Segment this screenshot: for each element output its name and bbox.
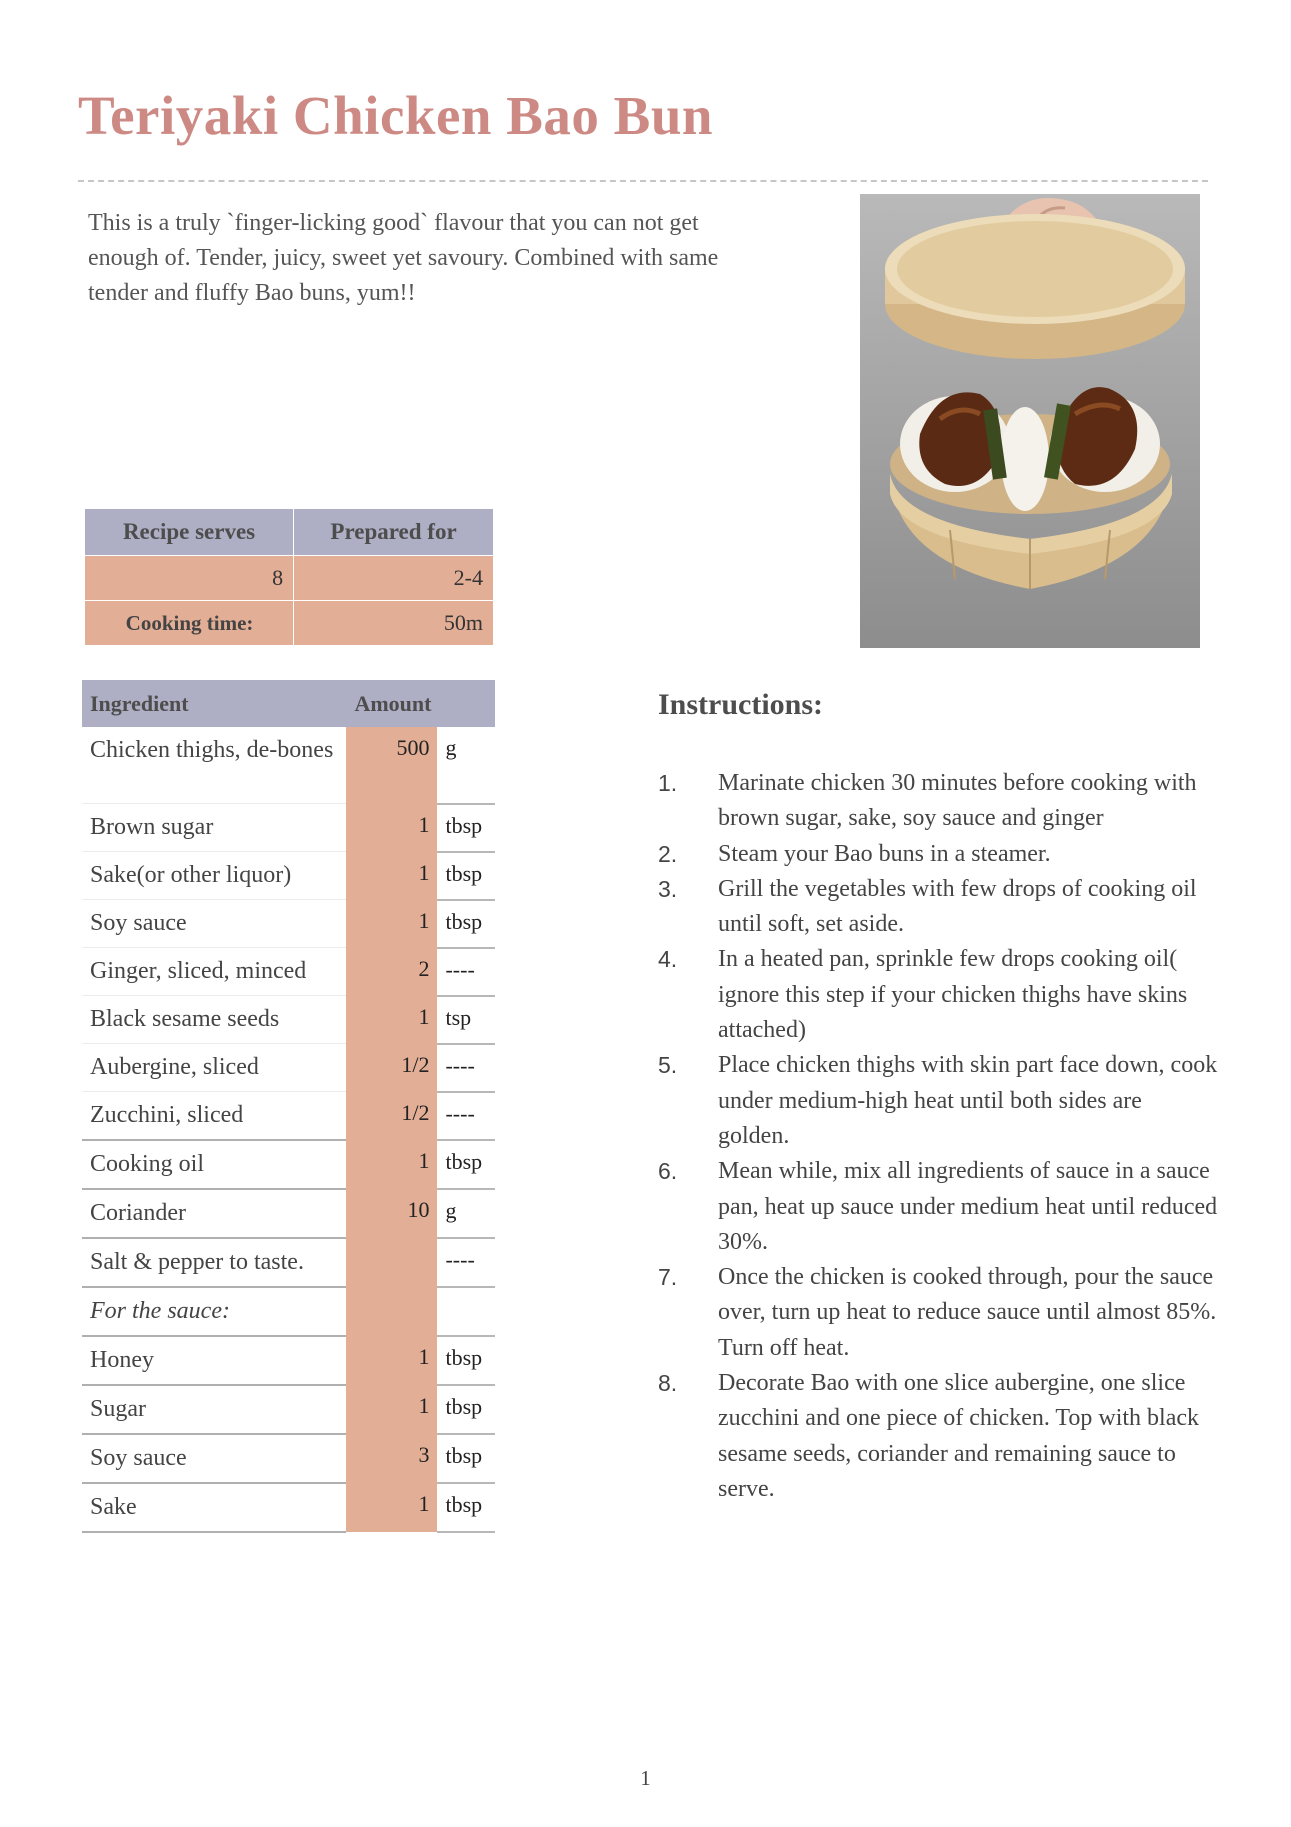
ingredient-unit: ---- <box>437 1044 495 1092</box>
prepared-for-value: 2-4 <box>294 556 494 601</box>
ingredient-amount: 1/2 <box>346 1092 437 1141</box>
ingredient-amount: 1 <box>346 1483 437 1532</box>
step-number: 2. <box>658 840 678 867</box>
ingredient-row <box>82 1044 495 1092</box>
ingredient-amount: 3 <box>346 1434 437 1483</box>
ingredient-row <box>82 804 495 852</box>
ingredient-header: Ingredient <box>82 680 346 727</box>
page-number: 1 <box>640 1766 651 1790</box>
ingredient-amount: 2 <box>346 948 437 996</box>
cooking-time-label: Cooking time: <box>85 601 294 646</box>
ingredient-row <box>82 1434 495 1483</box>
ingredient-amount: 1 <box>346 852 437 900</box>
step-number: 6. <box>658 1158 678 1185</box>
ingredient-row <box>82 900 495 948</box>
ingredient-row <box>82 948 495 996</box>
bao-bun-steamer-photo <box>860 194 1200 648</box>
ingredient-name: Ginger, sliced, minced <box>82 948 346 996</box>
ingredient-amount <box>346 1238 437 1287</box>
ingredient-row <box>82 1385 495 1434</box>
ingredient-unit: tbsp <box>437 804 495 852</box>
ingredient-row <box>82 1336 495 1385</box>
ingredient-name: Soy sauce <box>82 900 346 948</box>
ingredient-unit: tbsp <box>437 1140 495 1189</box>
ingredient-unit: tsp <box>437 996 495 1044</box>
ingredient-name: Zucchini, sliced <box>82 1092 346 1141</box>
ingredient-name: Coriander <box>82 1189 346 1238</box>
step-text: Grill the vegetables with few drops of cooking oil until soft, set aside. <box>718 875 1197 938</box>
step-number: 3. <box>658 875 678 902</box>
ingredient-amount: 500 <box>346 727 437 804</box>
ingredient-amount: 10 <box>346 1189 437 1238</box>
ingredient-row <box>82 1238 495 1287</box>
ingredient-unit: ---- <box>437 1238 495 1287</box>
ingredient-name: Soy sauce <box>82 1434 346 1483</box>
step-text: Decorate Bao with one slice aubergine, one slice zucchini and one piece of chicken. Top with black sesame seeds, coriander and remaining sauce to serve. <box>718 1370 1200 1502</box>
ingredients-table <box>82 680 495 1533</box>
step-text: Steam your Bao buns in a steamer. <box>718 840 1051 867</box>
ingredient-amount: 1 <box>346 1140 437 1189</box>
ingredient-row <box>82 1483 495 1532</box>
step-number: 4. <box>658 946 678 973</box>
ingredient-name: Salt & pepper to taste. <box>82 1238 346 1287</box>
ingredient-unit: ---- <box>437 948 495 996</box>
amount-header: Amount <box>346 680 495 727</box>
instruction-step <box>658 1366 1218 1507</box>
ingredient-amount: 1/2 <box>346 1044 437 1092</box>
step-number: 1. <box>658 770 678 796</box>
step-text: Once the chicken is cooked through, pour the sauce over, turn up heat to reduce sauce until almost 85%. Turn off heat. <box>718 1264 1217 1361</box>
ingredient-amount <box>346 1287 437 1336</box>
instructions-list <box>658 766 1218 1507</box>
ingredient-amount: 1 <box>346 1336 437 1385</box>
ingredient-unit: ---- <box>437 1092 495 1141</box>
ingredient-name: Aubergine, sliced <box>82 1044 346 1092</box>
instruction-step <box>658 872 1218 943</box>
ingredient-name: Black sesame seeds <box>82 996 346 1044</box>
recipe-serves-header: Recipe serves <box>85 509 294 556</box>
ingredient-amount: 1 <box>346 804 437 852</box>
step-text: Mean while, mix all ingredients of sauce in a sauce pan, heat up sauce under medium heat until reduced 30%. <box>718 1158 1218 1255</box>
ingredient-row <box>82 1092 495 1141</box>
ingredient-unit: g <box>437 727 495 804</box>
ingredient-unit: g <box>437 1189 495 1238</box>
ingredient-row <box>82 1189 495 1238</box>
instruction-step <box>658 942 1218 1048</box>
ingredient-name: Chicken thighs, de-bones <box>82 727 346 804</box>
serves-table <box>84 508 494 646</box>
intro-paragraph: This is a truly `finger-licking good` flavour that you can not get enough of. Tender, juicy, sweet yet savoury. Combined with same tender and fluffy Bao buns, yum!! <box>88 210 719 306</box>
ingredient-unit <box>437 1287 495 1336</box>
step-text: In a heated pan, sprinkle few drops cooking oil( ignore this step if your chicken thighs have skins attached) <box>718 946 1188 1044</box>
ingredient-name: Sugar <box>82 1385 346 1434</box>
ingredient-name: Brown sugar <box>82 804 346 852</box>
instruction-step <box>658 837 1218 872</box>
instruction-step <box>658 1154 1218 1260</box>
ingredient-unit: tbsp <box>437 1336 495 1385</box>
instruction-step <box>658 1048 1218 1154</box>
recipe-title: Teriyaki Chicken Bao Bun <box>78 85 713 146</box>
ingredient-name: Cooking oil <box>82 1140 346 1189</box>
ingredients-body <box>82 727 495 1532</box>
prepared-for-header: Prepared for <box>294 509 494 556</box>
ingredient-amount: 1 <box>346 1385 437 1434</box>
ingredient-row <box>82 996 495 1044</box>
ingredient-row <box>82 1140 495 1189</box>
ingredient-unit: tbsp <box>437 852 495 900</box>
step-text: Marinate chicken 30 minutes before cooking with brown sugar, sake, soy sauce and ginger <box>718 770 1197 832</box>
ingredient-unit: tbsp <box>437 1434 495 1483</box>
ingredient-row <box>82 852 495 900</box>
title-divider <box>78 180 1208 182</box>
ingredient-unit: tbsp <box>437 1483 495 1532</box>
instruction-step <box>658 766 1218 837</box>
ingredient-name: Sake(or other liquor) <box>82 852 346 900</box>
recipe-serves-value: 8 <box>85 556 294 601</box>
instruction-step <box>658 1260 1218 1366</box>
step-number: 5. <box>658 1052 678 1079</box>
ingredient-row <box>82 1287 495 1336</box>
ingredient-name: For the sauce: <box>82 1287 346 1336</box>
instructions-heading: Instructions: <box>658 688 824 721</box>
ingredient-name: Sake <box>82 1483 346 1532</box>
step-number: 7. <box>658 1264 678 1291</box>
ingredient-amount: 1 <box>346 900 437 948</box>
cooking-time-value: 50m <box>294 601 494 646</box>
ingredient-row <box>82 727 495 804</box>
step-number: 8. <box>658 1370 678 1397</box>
step-text: Place chicken thighs with skin part face down, cook under medium-high heat until both sides are golden. <box>718 1052 1218 1149</box>
ingredient-name: Honey <box>82 1336 346 1385</box>
ingredient-unit: tbsp <box>437 900 495 948</box>
ingredient-unit: tbsp <box>437 1385 495 1434</box>
ingredient-amount: 1 <box>346 996 437 1044</box>
